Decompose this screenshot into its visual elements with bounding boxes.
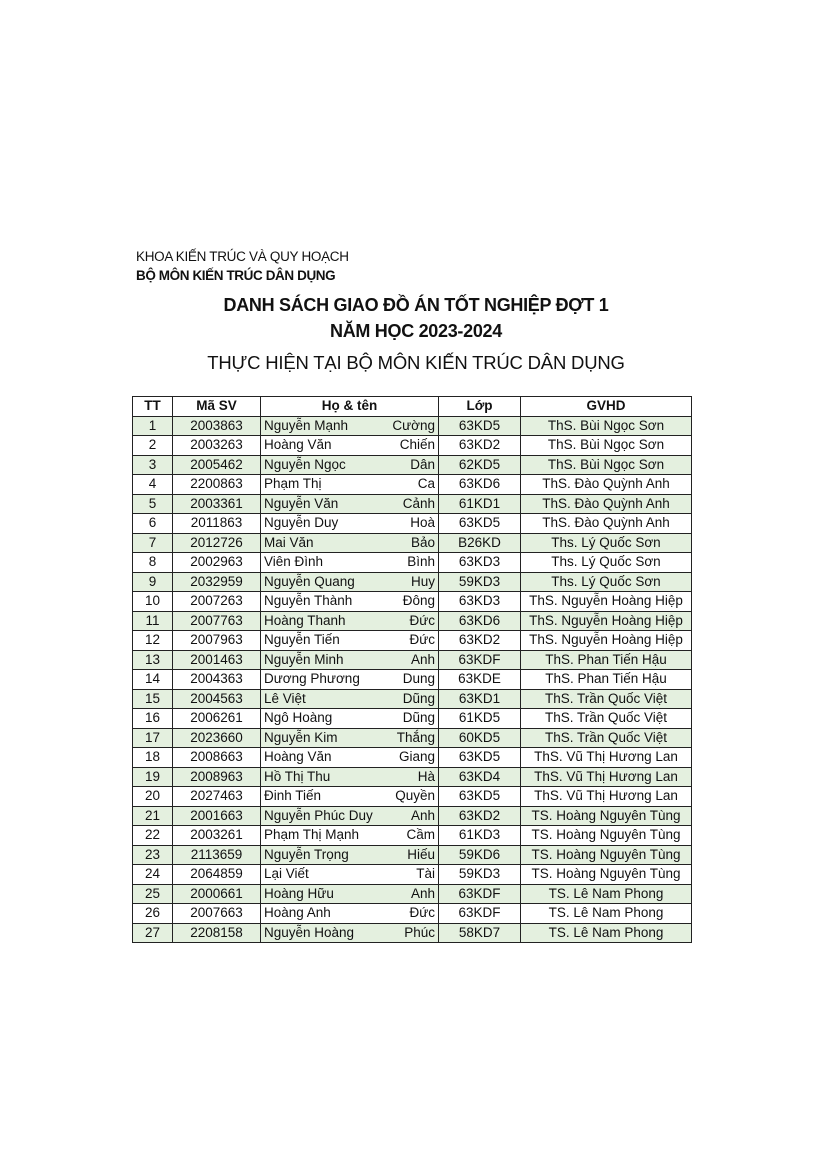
row-number: 8 [133, 553, 173, 573]
faculty-name: KHOA KIẾN TRÚC VÀ QUY HOẠCH [136, 249, 349, 264]
class-code: 63KD2 [439, 436, 521, 456]
academic-year: NĂM HỌC 2023-2024 [330, 321, 502, 341]
table-row [133, 904, 692, 924]
row-number: 10 [133, 592, 173, 612]
table-row [133, 767, 692, 787]
supervisor-name: TS. Lê Nam Phong [521, 923, 692, 943]
table-row [133, 748, 692, 768]
supervisor-name: ThS. Trần Quốc Việt [521, 728, 692, 748]
table-row [133, 553, 692, 573]
row-number: 22 [133, 826, 173, 846]
student-given-name: Phúc [388, 923, 439, 943]
student-id: 2004563 [173, 689, 261, 709]
student-assignment-table [132, 396, 692, 943]
class-code: 63KD2 [439, 631, 521, 651]
student-surname: Nguyễn Trọng [261, 845, 388, 865]
header-tt: TT [133, 397, 173, 417]
student-surname: Nguyễn Mạnh [261, 416, 388, 436]
supervisor-name: ThS. Vũ Thị Hương Lan [521, 748, 692, 768]
header-full-name: Họ & tên [261, 397, 439, 417]
table-row [133, 709, 692, 729]
student-id: 2113659 [173, 845, 261, 865]
supervisor-name: TS. Lê Nam Phong [521, 904, 692, 924]
student-given-name: Anh [388, 806, 439, 826]
student-given-name: Giang [388, 748, 439, 768]
supervisor-name: TS. Hoàng Nguyên Tùng [521, 806, 692, 826]
student-surname: Nguyễn Ngọc [261, 455, 388, 475]
student-surname: Nguyễn Duy [261, 514, 388, 534]
student-id: 2032959 [173, 572, 261, 592]
class-code: 59KD3 [439, 865, 521, 885]
class-code: 63KDF [439, 904, 521, 924]
student-surname: Nguyễn Tiến [261, 631, 388, 651]
row-number: 7 [133, 533, 173, 553]
supervisor-name: TS. Hoàng Nguyên Tùng [521, 845, 692, 865]
table-row [133, 728, 692, 748]
student-given-name: Cường [388, 416, 439, 436]
row-number: 2 [133, 436, 173, 456]
supervisor-name: ThS. Đào Quỳnh Anh [521, 475, 692, 495]
student-surname: Ngô Hoàng [261, 709, 388, 729]
class-code: 63KDF [439, 884, 521, 904]
class-code: 63KD3 [439, 553, 521, 573]
class-code: 63KD4 [439, 767, 521, 787]
student-surname: Nguyễn Văn [261, 494, 388, 514]
row-number: 25 [133, 884, 173, 904]
student-given-name: Thắng [388, 728, 439, 748]
student-given-name: Đức [388, 631, 439, 651]
class-code: 62KD5 [439, 455, 521, 475]
row-number: 17 [133, 728, 173, 748]
student-id: 2006261 [173, 709, 261, 729]
student-surname: Nguyễn Hoàng [261, 923, 388, 943]
table-header-row [133, 397, 692, 417]
supervisor-name: ThS. Bùi Ngọc Sơn [521, 455, 692, 475]
supervisor-name: ThS. Bùi Ngọc Sơn [521, 416, 692, 436]
class-code: 61KD5 [439, 709, 521, 729]
student-surname: Nguyễn Kim [261, 728, 388, 748]
student-given-name: Đức [388, 904, 439, 924]
table-row [133, 806, 692, 826]
row-number: 21 [133, 806, 173, 826]
student-given-name: Dung [388, 670, 439, 690]
table-row [133, 845, 692, 865]
student-surname: Hồ Thị Thu [261, 767, 388, 787]
supervisor-name: ThS. Đào Quỳnh Anh [521, 494, 692, 514]
student-given-name: Dũng [388, 689, 439, 709]
student-id: 2008663 [173, 748, 261, 768]
student-id: 2007663 [173, 904, 261, 924]
student-id: 2011863 [173, 514, 261, 534]
row-number: 24 [133, 865, 173, 885]
student-given-name: Ca [388, 475, 439, 495]
student-id: 2001663 [173, 806, 261, 826]
student-id: 2003261 [173, 826, 261, 846]
table-row [133, 611, 692, 631]
class-code: 63KD2 [439, 806, 521, 826]
student-given-name: Huy [388, 572, 439, 592]
student-id: 2012726 [173, 533, 261, 553]
class-code: 63KDF [439, 650, 521, 670]
table-row [133, 455, 692, 475]
supervisor-name: ThS. Trần Quốc Việt [521, 709, 692, 729]
student-given-name: Hoà [388, 514, 439, 534]
student-id: 2005462 [173, 455, 261, 475]
class-code: B26KD [439, 533, 521, 553]
student-given-name: Bảo [388, 533, 439, 553]
student-surname: Mai Văn [261, 533, 388, 553]
table-row [133, 650, 692, 670]
student-id: 2003361 [173, 494, 261, 514]
table-row [133, 787, 692, 807]
student-id: 2004363 [173, 670, 261, 690]
supervisor-name: ThS. Vũ Thị Hương Lan [521, 787, 692, 807]
student-id: 2007763 [173, 611, 261, 631]
class-code: 59KD3 [439, 572, 521, 592]
table-row [133, 670, 692, 690]
supervisor-name: TS. Lê Nam Phong [521, 884, 692, 904]
row-number: 13 [133, 650, 173, 670]
student-given-name: Anh [388, 884, 439, 904]
student-given-name: Dân [388, 455, 439, 475]
student-surname: Nguyễn Minh [261, 650, 388, 670]
table-row [133, 416, 692, 436]
student-id: 2001463 [173, 650, 261, 670]
table-row [133, 631, 692, 651]
supervisor-name: Ths. Lý Quốc Sơn [521, 572, 692, 592]
student-id: 2200863 [173, 475, 261, 495]
student-given-name: Tài [388, 865, 439, 885]
student-id: 2003263 [173, 436, 261, 456]
row-number: 19 [133, 767, 173, 787]
supervisor-name: ThS. Bùi Ngọc Sơn [521, 436, 692, 456]
student-surname: Dương Phương [261, 670, 388, 690]
student-given-name: Hiếu [388, 845, 439, 865]
row-number: 27 [133, 923, 173, 943]
student-surname: Nguyễn Thành [261, 592, 388, 612]
row-number: 5 [133, 494, 173, 514]
table-row [133, 884, 692, 904]
student-surname: Phạm Thị [261, 475, 388, 495]
student-given-name: Đức [388, 611, 439, 631]
table-row [133, 475, 692, 495]
student-given-name: Cảnh [388, 494, 439, 514]
row-number: 26 [133, 904, 173, 924]
header-class: Lớp [439, 397, 521, 417]
student-surname: Hoàng Hữu [261, 884, 388, 904]
row-number: 14 [133, 670, 173, 690]
student-given-name: Cầm [388, 826, 439, 846]
student-id: 2023660 [173, 728, 261, 748]
row-number: 9 [133, 572, 173, 592]
row-number: 16 [133, 709, 173, 729]
student-id: 2002963 [173, 553, 261, 573]
table-row [133, 494, 692, 514]
student-id: 2064859 [173, 865, 261, 885]
student-id: 2007963 [173, 631, 261, 651]
student-surname: Đinh Tiến [261, 787, 388, 807]
class-code: 63KD5 [439, 748, 521, 768]
supervisor-name: ThS. Trần Quốc Việt [521, 689, 692, 709]
student-surname: Lại Viết [261, 865, 388, 885]
class-code: 61KD1 [439, 494, 521, 514]
class-code: 63KD3 [439, 592, 521, 612]
supervisor-name: Ths. Lý Quốc Sơn [521, 533, 692, 553]
table-row [133, 923, 692, 943]
supervisor-name: Ths. Lý Quốc Sơn [521, 553, 692, 573]
class-code: 61KD3 [439, 826, 521, 846]
student-id: 2000661 [173, 884, 261, 904]
supervisor-name: ThS. Phan Tiến Hậu [521, 650, 692, 670]
document-title: DANH SÁCH GIAO ĐỒ ÁN TỐT NGHIỆP ĐỢT 1 [223, 295, 609, 315]
class-code: 63KD6 [439, 475, 521, 495]
row-number: 6 [133, 514, 173, 534]
table-row [133, 436, 692, 456]
student-given-name: Anh [388, 650, 439, 670]
student-id: 2208158 [173, 923, 261, 943]
document-subtitle: THỰC HIỆN TẠI BỘ MÔN KIẾN TRÚC DÂN DỤNG [207, 352, 625, 373]
student-surname: Viên Đình [261, 553, 388, 573]
row-number: 18 [133, 748, 173, 768]
class-code: 58KD7 [439, 923, 521, 943]
student-given-name: Quyền [388, 787, 439, 807]
student-given-name: Dũng [388, 709, 439, 729]
department-name: BỘ MÔN KIẾN TRÚC DÂN DỤNG [136, 268, 336, 283]
row-number: 11 [133, 611, 173, 631]
header-supervisor: GVHD [521, 397, 692, 417]
class-code: 63KD1 [439, 689, 521, 709]
student-surname: Hoàng Anh [261, 904, 388, 924]
student-given-name: Hà [388, 767, 439, 787]
row-number: 1 [133, 416, 173, 436]
student-id: 2008963 [173, 767, 261, 787]
supervisor-name: ThS. Vũ Thị Hương Lan [521, 767, 692, 787]
class-code: 63KD5 [439, 514, 521, 534]
student-given-name: Chiến [388, 436, 439, 456]
supervisor-name: ThS. Đào Quỳnh Anh [521, 514, 692, 534]
table-row [133, 533, 692, 553]
student-surname: Nguyễn Phúc Duy [261, 806, 388, 826]
class-code: 63KD6 [439, 611, 521, 631]
class-code: 63KD5 [439, 416, 521, 436]
student-id: 2027463 [173, 787, 261, 807]
student-surname: Lê Việt [261, 689, 388, 709]
student-surname: Hoàng Văn [261, 748, 388, 768]
row-number: 12 [133, 631, 173, 651]
supervisor-name: ThS. Phan Tiến Hậu [521, 670, 692, 690]
supervisor-name: ThS. Nguyễn Hoàng Hiệp [521, 631, 692, 651]
student-id: 2003863 [173, 416, 261, 436]
row-number: 15 [133, 689, 173, 709]
row-number: 3 [133, 455, 173, 475]
header-student-id: Mã SV [173, 397, 261, 417]
row-number: 4 [133, 475, 173, 495]
supervisor-name: ThS. Nguyễn Hoàng Hiệp [521, 611, 692, 631]
student-surname: Nguyễn Quang [261, 572, 388, 592]
class-code: 60KD5 [439, 728, 521, 748]
student-id: 2007263 [173, 592, 261, 612]
table-row [133, 572, 692, 592]
table-row [133, 592, 692, 612]
student-given-name: Đông [388, 592, 439, 612]
table-row [133, 826, 692, 846]
class-code: 63KD5 [439, 787, 521, 807]
table-row [133, 689, 692, 709]
row-number: 23 [133, 845, 173, 865]
supervisor-name: ThS. Nguyễn Hoàng Hiệp [521, 592, 692, 612]
supervisor-name: TS. Hoàng Nguyên Tùng [521, 865, 692, 885]
row-number: 20 [133, 787, 173, 807]
student-surname: Phạm Thị Mạnh [261, 826, 388, 846]
table-row [133, 865, 692, 885]
class-code: 63KDE [439, 670, 521, 690]
student-surname: Hoàng Văn [261, 436, 388, 456]
supervisor-name: TS. Hoàng Nguyên Tùng [521, 826, 692, 846]
table-row [133, 514, 692, 534]
class-code: 59KD6 [439, 845, 521, 865]
student-surname: Hoàng Thanh [261, 611, 388, 631]
student-given-name: Bình [388, 553, 439, 573]
